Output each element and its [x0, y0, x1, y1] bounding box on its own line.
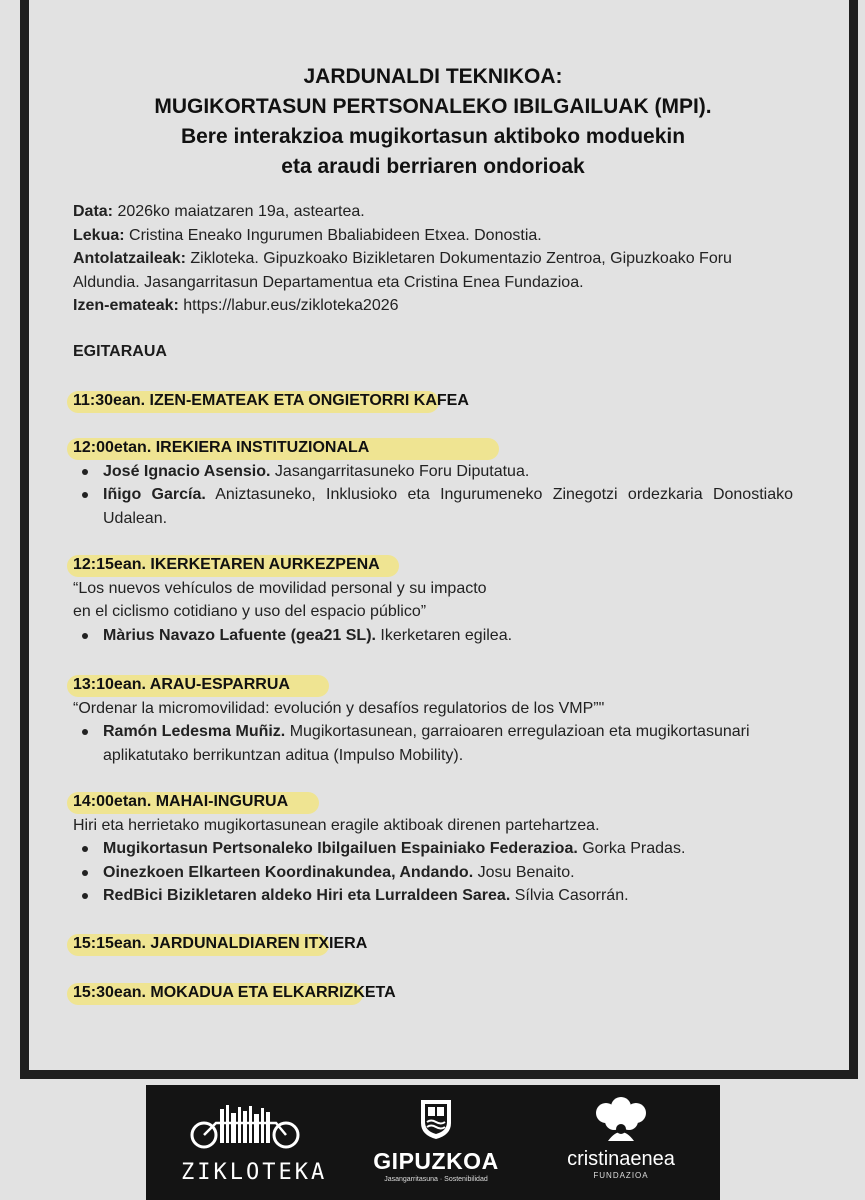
speaker-list [73, 460, 793, 531]
section-heading-text: 15:30ean. MOKADUA ETA ELKARRIZKETA [73, 984, 396, 1001]
speaker-name: José Ignacio Asensio. [103, 462, 271, 480]
registration-label: Izen-emateak: [73, 297, 179, 314]
place-value: Cristina Eneako Ingurumen Bbaliabideen Etxea. Donostia. [124, 226, 542, 244]
participant-name: Sílvia Casorrán. [510, 887, 629, 904]
participant-name: Gorka Pradas. [577, 840, 686, 857]
organizers-label: Antolatzaileak: [73, 250, 186, 267]
registration-link[interactable]: https://labur.eus/zikloteka2026 [178, 297, 399, 314]
document-title [73, 62, 793, 182]
speaker-list [73, 720, 793, 767]
zikloteka-logo [181, 1103, 328, 1185]
title-line-3: Bere interakzioa mugikortasun aktiboko moduekin [180, 125, 686, 148]
list-item [103, 884, 793, 908]
speaker-list [73, 624, 793, 648]
zikloteka-wordmark: ZIKLOTEKA [181, 1160, 328, 1185]
section-heading-text: 12:15ean. IKERKETAREN AURKEZPENA [73, 556, 380, 573]
speaker-role: Ikerketaren egilea. [375, 626, 513, 644]
date-value: 2026ko maiatzaren 19a, asteartea. [113, 203, 365, 220]
gipuzkoa-wordmark: GIPUZKOA [373, 1148, 499, 1174]
cristinaenea-wordmark: cristinaenea [567, 1148, 675, 1170]
date-row [73, 200, 793, 224]
section-heading [73, 553, 380, 577]
organizers-value: Zikloteka. Gipuzkoako Bizikletaren Dokumentazio Zentroa, Gipuzkoako Foru Aldundia. Jasangarritasun Departamentua eta Cristina Enea Fundazioa. [73, 250, 732, 291]
section-heading [73, 981, 396, 1005]
section-heading-text: 14:00etan. MAHAI-INGURUA [73, 793, 289, 810]
section-heading-text: 15:15ean. JARDUNALDIAREN ITXIERA [73, 935, 368, 952]
organization-name: Oinezkoen Elkarteen Koordinakundea, Andando. [103, 863, 474, 881]
presentation-title: “Ordenar la micromovilidad: evolución y desafíos regulatorios de los VMP”" [73, 699, 605, 717]
section-heading-text: 12:00etan. IREKIERA INSTITUZIONALA [73, 439, 370, 456]
cristinaenea-subtitle: FUNDAZIOA [593, 1171, 649, 1180]
participant-list [73, 837, 793, 908]
section-heading-text: 11:30ean. IZEN-EMATEAK ETA ONGIETORRI KAFEA [73, 392, 469, 409]
speaker-role: Jasangarritasuneko Foru Diputatua. [270, 462, 530, 480]
place-row [73, 224, 793, 248]
date-label: Data: [73, 203, 114, 220]
section-heading [73, 932, 367, 956]
speaker-name: Iñigo García. [103, 486, 206, 503]
cristinaenea-logo [546, 1097, 696, 1180]
section-heading [73, 389, 469, 413]
agenda-section-7 [73, 981, 793, 1005]
agenda-section-6 [73, 932, 793, 956]
agenda-title: EGITARAUA [73, 343, 167, 360]
organizers-row [73, 247, 793, 294]
registration-row [73, 294, 793, 318]
list-item [103, 861, 793, 885]
bicycle-books-icon [186, 1103, 306, 1151]
place-label: Lekua: [73, 226, 125, 244]
list-item [103, 624, 793, 648]
speaker-name: Ramón Ledesma Muñiz. [103, 723, 286, 740]
agenda-section-3 [73, 553, 793, 647]
section-heading [73, 436, 369, 460]
coat-of-arms-icon [418, 1097, 454, 1141]
sponsor-footer [146, 1085, 720, 1200]
speaker-name: Màrius Navazo Lafuente (gea21 SL). [103, 626, 376, 644]
section-heading-text: 13:10ean. ARAU-ESPARRUA [73, 676, 290, 693]
title-line-4: eta araudi berriaren ondorioak [281, 155, 585, 178]
list-item [103, 837, 793, 861]
agenda-section-1 [73, 389, 793, 413]
roundtable-intro: Hiri eta herrietako mugikortasunean eragile aktiboak direnen partehartzea. [73, 816, 600, 834]
gipuzkoa-subtitle: Jasangarritasuna · Sostenibilidad [384, 1176, 488, 1183]
speaker-role: Aniztasuneko, Inklusioko eta Ingurumeneko Zinegotzi ordezkaria Donostiako Udalean. [103, 486, 794, 527]
section-heading [73, 673, 290, 697]
presentation-title-line-1: “Los nuevos vehículos de movilidad personal y su impacto [73, 579, 487, 597]
title-line-1: JARDUNALDI TEKNIKOA: [303, 65, 563, 88]
agenda-section-4 [73, 673, 793, 767]
section-heading [73, 790, 288, 814]
organization-name: Mugikortasun Pertsonaleko Ibilgailuen Espainiako Federazioa. [103, 840, 578, 857]
list-item [103, 483, 793, 530]
agenda-section-2 [73, 436, 793, 530]
agenda-section-5 [73, 790, 793, 908]
organization-name: RedBici Bizikletaren aldeko Hiri eta Lurraldeen Sarea. [103, 887, 511, 904]
speaker-role: Mugikortasunean, garraioaren erregulazioan eta mugikortasunari aplikatutako berrikuntzan aditua (Impulso Mobility). [103, 723, 750, 764]
list-item [103, 720, 793, 767]
presentation-title-line-2: en el ciclismo cotidiano y uso del espacio público” [73, 603, 427, 620]
gipuzkoa-logo [361, 1097, 511, 1183]
list-item [103, 460, 793, 484]
tree-figure-icon [586, 1097, 656, 1143]
participant-name: Josu Benaito. [473, 863, 575, 881]
title-line-2: MUGIKORTASUN PERTSONALEKO IBILGAILUAK (MPI). [154, 95, 712, 118]
event-info [73, 200, 793, 318]
